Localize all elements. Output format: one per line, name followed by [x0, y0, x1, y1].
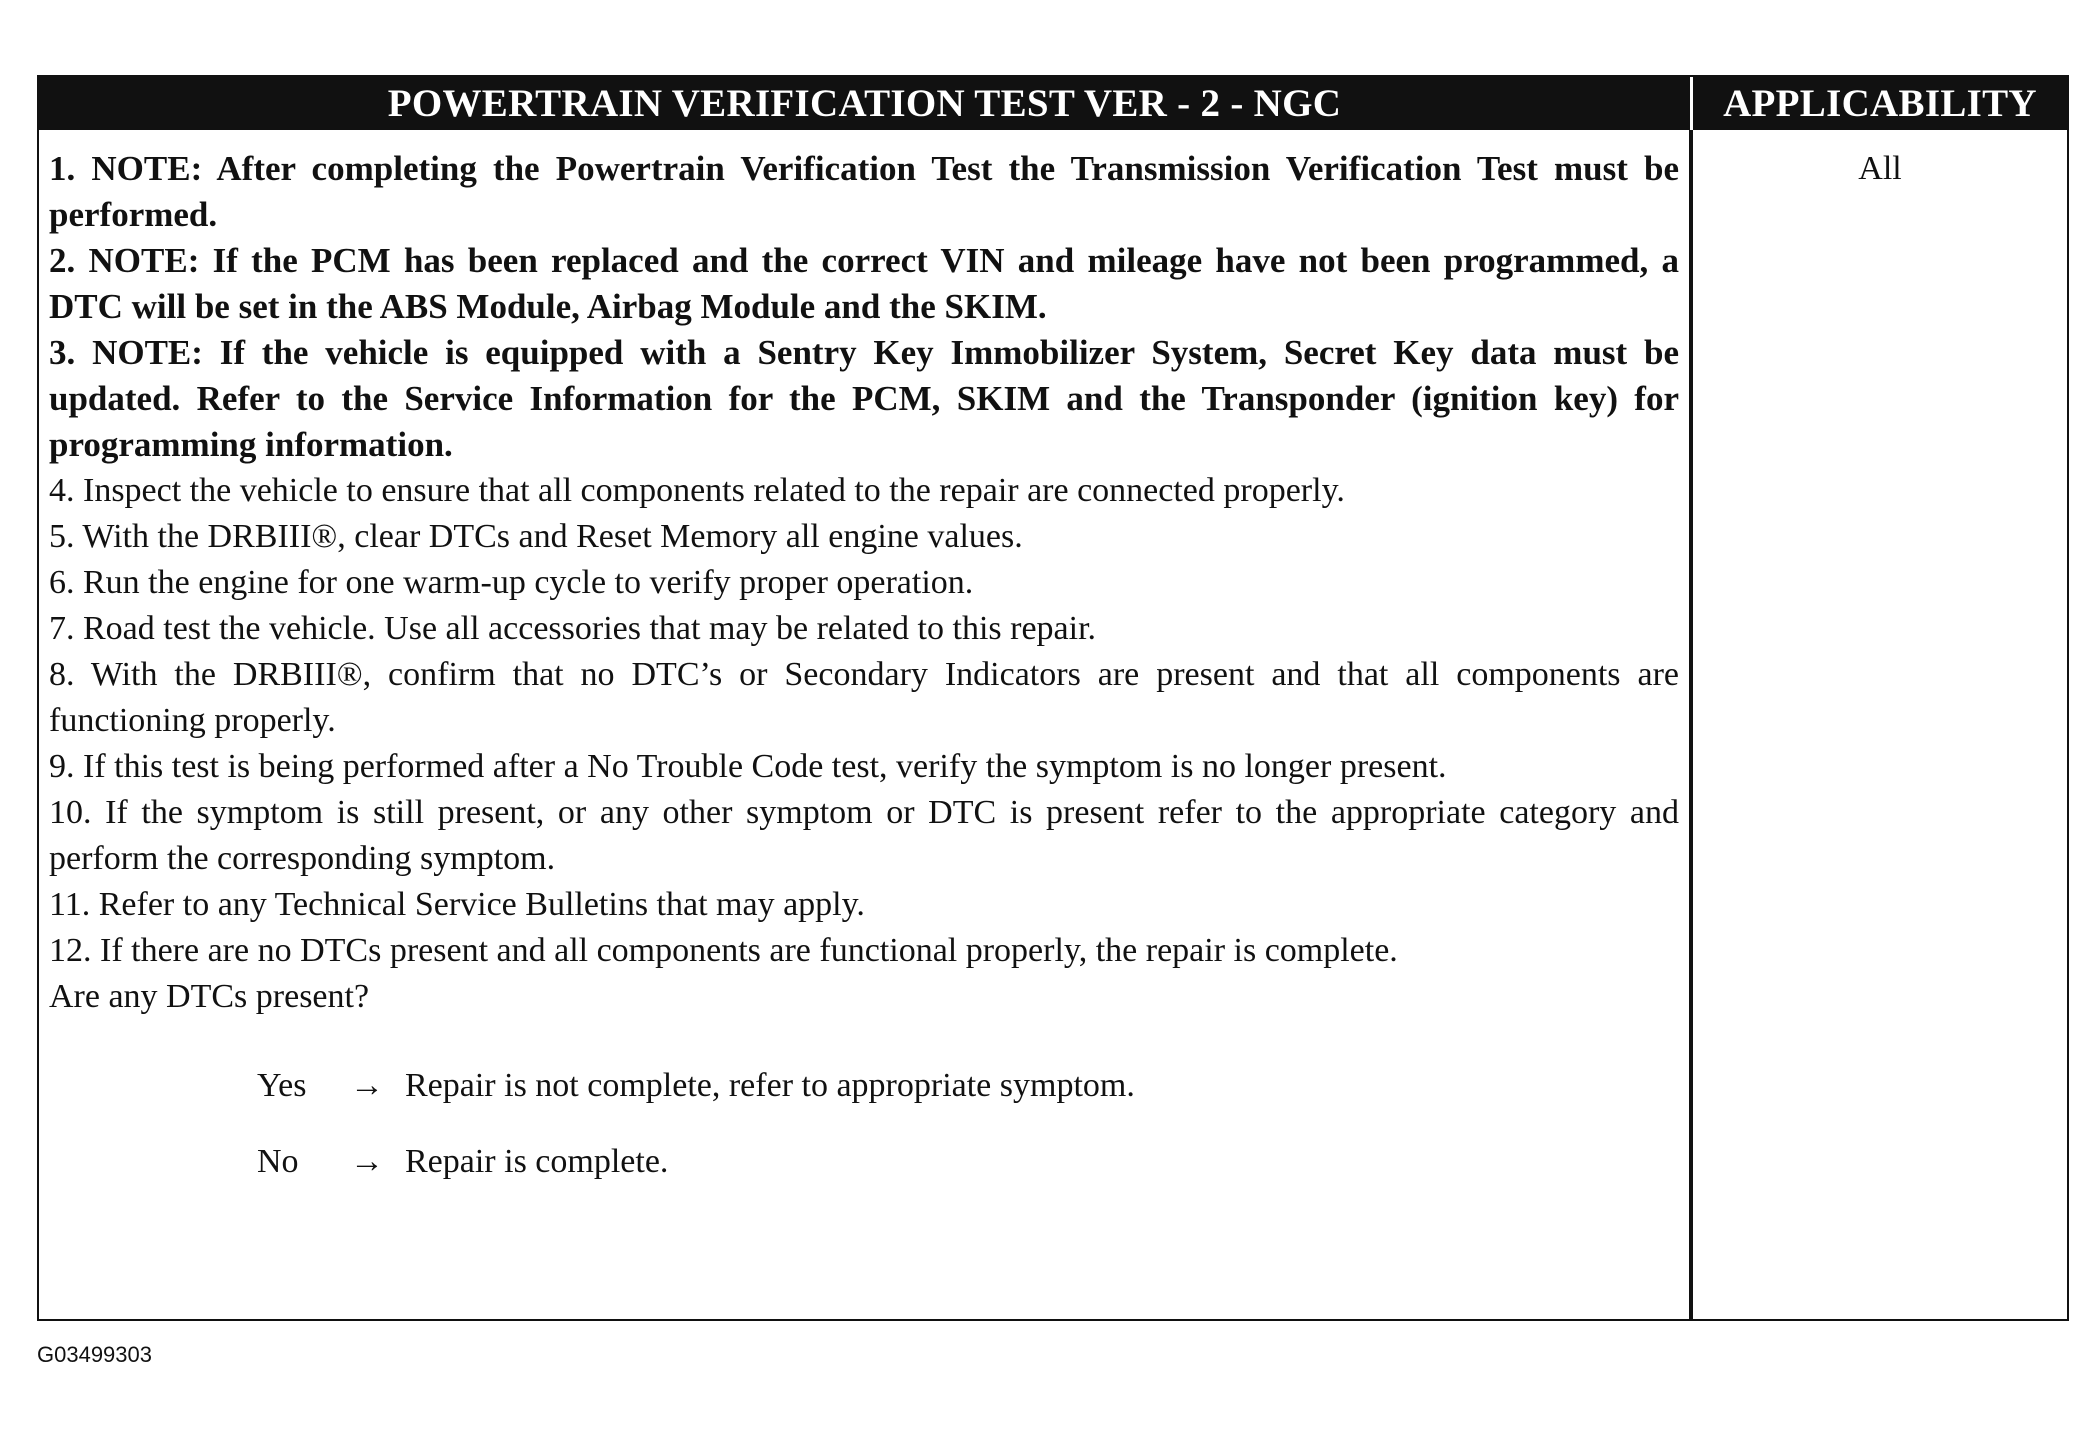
step-2: 2. NOTE: If the PCM has been replaced and the correct VIN and mileage have not been programmed, a DTC will be set in the ABS Module, Airbag Module and the SKIM. — [49, 241, 1679, 326]
applicability-header: APPLICABILITY — [1690, 77, 2067, 130]
answers — [49, 1048, 1679, 1200]
answer-yes-label: Yes — [257, 1067, 307, 1104]
step-4: 4. Inspect the vehicle to ensure that all components related to the repair are connected properly. — [49, 472, 1345, 509]
answer-no-text: Repair is complete. — [405, 1143, 669, 1180]
step-9: 9. If this test is being performed after a No Trouble Code test, verify the symptom is no longer present. — [49, 748, 1447, 785]
step-1: 1. NOTE: After completing the Powertrain Verification Test the Transmission Verification Test must be performed. — [49, 149, 1679, 234]
arrow-right-icon: → — [350, 1143, 384, 1180]
step-11: 11. Refer to any Technical Service Bulletins that may apply. — [49, 886, 865, 923]
step-7: 7. Road test the vehicle. Use all accessories that may be related to this repair. — [49, 610, 1097, 647]
answer-yes-text: Repair is not complete, refer to appropriate symptom. — [405, 1067, 1135, 1104]
answer-yes — [49, 1048, 1679, 1124]
table-title: POWERTRAIN VERIFICATION TEST VER - 2 - NGC — [39, 77, 1690, 130]
step-5: 5. With the DRBIII®, clear DTCs and Reset Memory all engine values. — [49, 518, 1023, 555]
step-6: 6. Run the engine for one warm-up cycle to verify proper operation. — [49, 564, 974, 601]
figure-id: G03499303 — [37, 1342, 152, 1367]
step-3: 3. NOTE: If the vehicle is equipped with a Sentry Key Immobilizer System, Secret Key data must be updated. Refer to the Service Information for the PCM, SKIM and the Transponder (ignition key) for programming information. — [49, 333, 1679, 464]
step-10: 10. If the symptom is still present, or any other symptom or DTC is present refer to the appropriate category and perform the corresponding symptom. — [49, 794, 1679, 877]
step-8: 8. With the DRBIII®, confirm that no DTC’s or Secondary Indicators are present and that all components are functioning properly. — [49, 656, 1679, 739]
answer-no-label: No — [257, 1143, 299, 1180]
procedure-table — [37, 75, 2069, 1321]
step-12: 12. If there are no DTCs present and all components are functional properly, the repair is complete. — [49, 932, 1398, 969]
answer-no — [49, 1124, 1679, 1200]
applicability-value: All — [1858, 150, 1902, 187]
arrow-right-icon: → — [350, 1067, 384, 1104]
applicability-column — [1693, 130, 2067, 1319]
steps-column — [39, 130, 1693, 1319]
question: Are any DTCs present? — [49, 978, 370, 1015]
